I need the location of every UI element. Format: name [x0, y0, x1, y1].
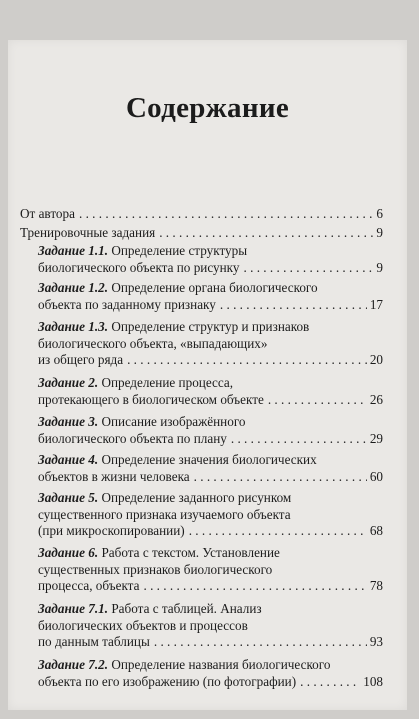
leader-dots — [264, 392, 367, 409]
toc-entry-task-7-2 — [38, 657, 383, 690]
toc-page-number: 20 — [369, 352, 383, 368]
toc-line — [38, 545, 383, 562]
toc-line — [38, 260, 383, 277]
leader-dots — [216, 297, 367, 314]
toc-line — [38, 507, 383, 524]
toc-entry-text: Определение структуры — [111, 243, 248, 258]
toc-line — [38, 634, 383, 651]
toc-entry-text: Определение значения биологических — [101, 452, 317, 467]
leader-dots — [123, 352, 367, 369]
toc-entry-text: Описание изображённого — [101, 414, 246, 429]
toc-line — [20, 206, 383, 223]
toc-line — [38, 657, 383, 674]
leader-dots — [75, 206, 373, 223]
toc-page-number: 9 — [376, 225, 383, 240]
toc-line — [38, 243, 383, 260]
toc-entry-text: От автора — [20, 206, 75, 221]
toc-entry-text: Определение названия биологического — [111, 657, 331, 672]
toc-line — [38, 469, 383, 486]
toc-line — [20, 225, 383, 242]
leader-dots — [240, 260, 374, 277]
toc-line — [38, 336, 383, 353]
toc-entry-text: биологического объекта, «выпадающих» — [38, 335, 268, 351]
task-label: Задание 1.3. — [38, 319, 109, 334]
task-label: Задание 5. — [38, 490, 99, 505]
toc-entry-text: Определение заданного рисунком — [101, 490, 292, 505]
task-label: Задание 4. — [38, 452, 99, 467]
toc-entry-text: Определение процесса, — [101, 375, 234, 390]
task-label: Задание 1.2. — [38, 280, 109, 295]
toc-entry-text: биологических объектов и процессов — [38, 617, 248, 633]
toc-entry-task-3 — [38, 414, 383, 447]
leader-dots — [296, 674, 360, 691]
toc-line — [38, 297, 383, 314]
toc-entry-training-tasks — [20, 225, 383, 242]
toc-entry-text: (при микроскопировании) — [38, 523, 185, 539]
toc-entry-text: Работа с текстом. Установление — [101, 545, 280, 560]
toc-page-number: 68 — [369, 523, 383, 539]
toc-entry-task-1-1 — [38, 243, 383, 276]
toc-entry-text: объектов в жизни человека — [38, 468, 190, 484]
toc-line — [38, 431, 383, 448]
toc-entry-task-7-1 — [38, 601, 383, 651]
book-page — [8, 40, 407, 710]
toc-entry-task-1-3 — [38, 319, 383, 369]
leader-dots — [139, 578, 366, 595]
toc-line — [38, 601, 383, 618]
toc-entry-text: объекта по его изображению (по фотографии) — [38, 673, 297, 689]
toc-entry-task-6 — [38, 545, 383, 595]
toc-entry-text: существенного признака изучаемого объекта — [38, 506, 291, 522]
task-label: Задание 1.1. — [38, 243, 109, 258]
toc-page-number: 29 — [369, 430, 383, 446]
toc-line — [38, 490, 383, 507]
toc-entry-text: по данным таблицы — [38, 634, 150, 650]
leader-dots — [155, 225, 373, 242]
toc-entry-text: протекающего в биологическом объекте — [38, 391, 264, 407]
toc-page-number: 93 — [369, 634, 383, 650]
toc-page-number: 60 — [369, 468, 383, 484]
toc-page-number: 6 — [376, 206, 383, 221]
toc-entry-text: существенных признаков биологического — [38, 561, 273, 577]
toc-line — [38, 618, 383, 635]
toc-entry-task-4 — [38, 452, 383, 485]
toc-page-number: 17 — [369, 296, 383, 312]
page-title: Содержание — [125, 92, 290, 124]
toc-entry-text: Тренировочные задания — [20, 225, 156, 240]
task-label: Задание 6. — [38, 545, 99, 560]
toc-line — [38, 674, 383, 691]
toc-entry-text: биологического объекта по рисунку — [38, 259, 240, 275]
task-label: Задание 2. — [38, 375, 99, 390]
toc-line — [38, 414, 383, 431]
toc-page-number: 108 — [363, 673, 383, 689]
toc-line — [38, 578, 383, 595]
toc-line — [38, 319, 383, 336]
toc-entry-text: Определение органа биологического — [111, 280, 318, 295]
toc-line — [38, 452, 383, 469]
toc-line — [38, 375, 383, 392]
toc-line — [38, 392, 383, 409]
toc-entry-text: Работа с таблицей. Анализ — [111, 601, 262, 616]
toc-line — [38, 523, 383, 540]
task-label: Задание 3. — [38, 414, 99, 429]
toc-entry-text: Определение структур и признаков — [111, 319, 310, 334]
toc-page-number: 26 — [369, 391, 383, 407]
toc-line — [38, 352, 383, 369]
task-label: Задание 7.2. — [38, 657, 109, 672]
toc-page-number: 78 — [369, 578, 383, 594]
toc-line — [38, 280, 383, 297]
toc-entry-task-2 — [38, 375, 383, 408]
leader-dots — [227, 431, 367, 448]
toc-entry-from-author — [20, 206, 383, 223]
leader-dots — [185, 523, 367, 540]
leader-dots — [150, 634, 367, 651]
toc-page-number: 9 — [376, 259, 383, 275]
toc-entry-text: процесса, объекта — [38, 578, 140, 594]
toc-entry-text: объекта по заданному признаку — [38, 296, 216, 312]
toc-entry-task-1-2 — [38, 280, 383, 313]
toc-line — [38, 562, 383, 579]
task-label: Задание 7.1. — [38, 601, 109, 616]
toc-entry-text: биологического объекта по плану — [38, 430, 227, 446]
toc-entry-task-5 — [38, 490, 383, 540]
leader-dots — [190, 469, 367, 486]
toc-entry-text: из общего ряда — [38, 352, 124, 368]
